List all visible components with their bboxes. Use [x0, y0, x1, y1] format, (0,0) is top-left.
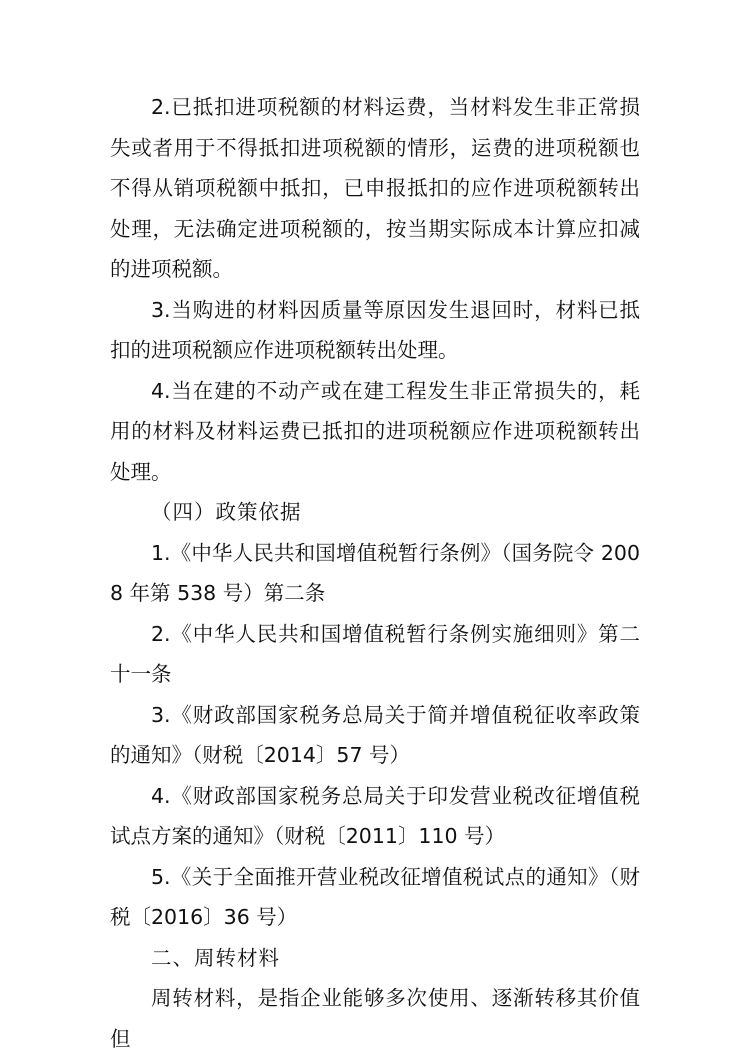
- document-body: [110, 87, 640, 1059]
- paragraph-construction-loss: 4.当在建的不动产或在建工程发生非正常损失的，耗用的材料及材料运费已抵扣的进项税额应作进项税额转出处理。: [110, 378, 640, 484]
- policy-item-4: 4.《财政部国家税务总局关于印发营业税改征增值税试点方案的通知》（财税〔2011〕110 号）: [110, 783, 640, 848]
- paragraph-material-freight-deduction: 2.已抵扣进项税额的材料运费，当材料发生非正常损失或者用于不得抵扣进项税额的情形，运费的进项税额也不得从销项税额中抵扣，已申报抵扣的应作进项税额转出处理，无法确定进项税额的，按当期实际成本计算应扣减的进项税额。: [110, 95, 640, 281]
- section-heading-turnover-materials: 二、周转材料: [151, 945, 280, 970]
- policy-item-2: 2.《中华人民共和国增值税暂行条例实施细则》第二十一条: [110, 621, 640, 686]
- policy-item-5: 5.《关于全面推开营业税改征增值税试点的通知》（财税〔2016〕36 号）: [110, 864, 640, 929]
- policy-item-1: 1.《中华人民共和国增值税暂行条例》（国务院令 2008 年第 538 号）第二条: [110, 540, 640, 605]
- section-heading-policy-basis: （四）政策依据: [151, 500, 302, 524]
- paragraph-turnover-materials-definition: 周转材料，是指企业能够多次使用、逐渐转移其价值但: [110, 986, 640, 1051]
- paragraph-material-return: 3.当购进的材料因质量等原因发生退回时，材料已抵扣的进项税额应作进项税额转出处理。: [110, 297, 640, 362]
- policy-item-3: 3.《财政部国家税务总局关于简并增值税征收率政策的通知》（财税〔2014〕57 号）: [110, 702, 640, 767]
